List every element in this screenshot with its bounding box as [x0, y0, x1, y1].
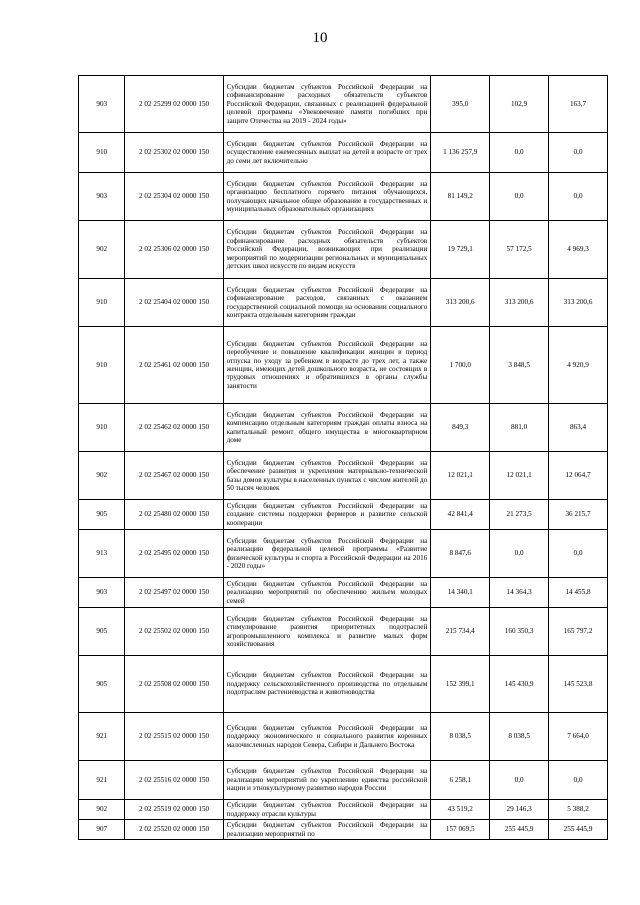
classification-code-cell: 2 02 25461 02 0000 150 [125, 327, 223, 404]
amount-year3-cell: 14 455,8 [549, 578, 608, 608]
table-row [79, 578, 608, 608]
amount-year1-cell: 8 847,6 [431, 530, 490, 578]
amount-year2-cell: 145 430,9 [490, 656, 549, 713]
subsidies-table [78, 75, 608, 840]
table-row [79, 452, 608, 500]
amount-year2-cell: 160 350,3 [490, 608, 549, 656]
classification-code-cell: 2 02 25516 02 0000 150 [125, 761, 223, 800]
amount-year1-cell: 1 700,0 [431, 327, 490, 404]
table-row [79, 133, 608, 173]
budget-code-cell: 913 [79, 530, 125, 578]
classification-code-cell: 2 02 25462 02 0000 150 [125, 404, 223, 452]
amount-year1-cell: 395,0 [431, 76, 490, 133]
description-cell: Субсидии бюджетам субъектов Российской Федерации на организацию бесплатного горячего питания обучающихся, получающих начальное общее образование в государственных и муниципальных образовательных организациях [223, 173, 431, 221]
description-cell: Субсидии бюджетам субъектов Российской Федерации на осуществление ежемесячных выплат на детей в возрасте от трех до семи лет включительно [223, 133, 431, 173]
classification-code-cell: 2 02 25502 02 0000 150 [125, 608, 223, 656]
classification-code-cell: 2 02 25508 02 0000 150 [125, 656, 223, 713]
amount-year3-cell: 4 920,9 [549, 327, 608, 404]
amount-year3-cell: 863,4 [549, 404, 608, 452]
table-row [79, 530, 608, 578]
table-row [79, 173, 608, 221]
budget-code-cell: 921 [79, 713, 125, 761]
table-row [79, 713, 608, 761]
table-row [79, 279, 608, 327]
table-row [79, 800, 608, 820]
budget-code-cell: 905 [79, 656, 125, 713]
amount-year1-cell: 81 149,2 [431, 173, 490, 221]
table-row [79, 656, 608, 713]
amount-year1-cell: 6 258,1 [431, 761, 490, 800]
table-row [79, 500, 608, 530]
amount-year2-cell: 255 445,9 [490, 820, 549, 840]
description-cell: Субсидии бюджетам субъектов Российской Федерации на реализацию федеральной целевой программы «Развитие физической культуры и спорта в Российской Федерации на 2016 - 2020 годы» [223, 530, 431, 578]
description-cell: Субсидии бюджетам субъектов Российской Федерации на софинансирование расходных обязательств субъектов Российской Федерации, возникающих при реализации мероприятий по модернизации региональных и муниципальных детских школ искусств по видам искусств [223, 221, 431, 279]
description-cell: Субсидии бюджетам субъектов Российской Федерации на поддержку отрасли культуры [223, 800, 431, 820]
amount-year2-cell: 313 200,6 [490, 279, 549, 327]
table-row [79, 76, 608, 133]
amount-year3-cell: 0,0 [549, 761, 608, 800]
budget-code-cell: 902 [79, 800, 125, 820]
table-row [79, 327, 608, 404]
amount-year2-cell: 29 146,3 [490, 800, 549, 820]
amount-year1-cell: 43 519,2 [431, 800, 490, 820]
amount-year1-cell: 19 729,1 [431, 221, 490, 279]
budget-code-cell: 902 [79, 221, 125, 279]
budget-code-cell: 903 [79, 578, 125, 608]
classification-code-cell: 2 02 25302 02 0000 150 [125, 133, 223, 173]
description-cell: Субсидии бюджетам субъектов Российской Федерации на обеспечение развития и укрепления материально-технической базы домов культуры в населенных пунктах с числом жителей до 50 тысяч человек [223, 452, 431, 500]
amount-year1-cell: 42 841,4 [431, 500, 490, 530]
amount-year3-cell: 5 388,2 [549, 800, 608, 820]
classification-code-cell: 2 02 25306 02 0000 150 [125, 221, 223, 279]
description-cell: Субсидии бюджетам субъектов Российской Федерации на реализацию мероприятий по укреплению единства российской нации и этнокультурному развитию народов России [223, 761, 431, 800]
classification-code-cell: 2 02 25299 02 0000 150 [125, 76, 223, 133]
amount-year2-cell: 8 038,5 [490, 713, 549, 761]
amount-year1-cell: 14 340,1 [431, 578, 490, 608]
amount-year1-cell: 849,3 [431, 404, 490, 452]
budget-code-cell: 905 [79, 500, 125, 530]
amount-year3-cell: 0,0 [549, 133, 608, 173]
classification-code-cell: 2 02 25515 02 0000 150 [125, 713, 223, 761]
amount-year1-cell: 1 136 257,9 [431, 133, 490, 173]
description-cell: Субсидии бюджетам субъектов Российской Федерации на софинансирование расходов, связанных с оказанием государственной социальной помощи на основании социального контракта отдельным категориям граждан [223, 279, 431, 327]
table-row [79, 608, 608, 656]
amount-year3-cell: 7 664,0 [549, 713, 608, 761]
amount-year3-cell: 313 200,6 [549, 279, 608, 327]
amount-year1-cell: 313 200,6 [431, 279, 490, 327]
table-body [79, 76, 608, 840]
table-row [79, 404, 608, 452]
amount-year3-cell: 0,0 [549, 530, 608, 578]
description-cell: Субсидии бюджетам субъектов Российской Федерации на реализацию мероприятий по [223, 820, 431, 840]
description-cell: Субсидии бюджетам субъектов Российской Федерации на реализацию мероприятий по обеспечению жильем молодых семей [223, 578, 431, 608]
amount-year1-cell: 8 038,5 [431, 713, 490, 761]
amount-year3-cell: 36 215,7 [549, 500, 608, 530]
amount-year2-cell: 12 021,1 [490, 452, 549, 500]
description-cell: Субсидии бюджетам субъектов Российской Федерации на поддержку сельскохозяйственного производства по отдельным подотраслям растениеводства и животноводства [223, 656, 431, 713]
amount-year3-cell: 145 523,8 [549, 656, 608, 713]
amount-year2-cell: 0,0 [490, 173, 549, 221]
classification-code-cell: 2 02 25467 02 0000 150 [125, 452, 223, 500]
table-row [79, 820, 608, 840]
description-cell: Субсидии бюджетам субъектов Российской Федерации на переобучение и повышение квалификации женщин в период отпуска по уходу за ребенком в возрасте до трех лет, а также женщин, имеющих детей дошкольного возраста, не состоящих в трудовых отношениях и обратившихся в органы службы занятости [223, 327, 431, 404]
amount-year3-cell: 165 797,2 [549, 608, 608, 656]
description-cell: Субсидии бюджетам субъектов Российской Федерации на поддержку экономического и социального развития коренных малочисленных народов Севера, Сибири и Дальнего Востока [223, 713, 431, 761]
budget-code-cell: 903 [79, 76, 125, 133]
amount-year3-cell: 0,0 [549, 173, 608, 221]
budget-code-cell: 902 [79, 452, 125, 500]
amount-year3-cell: 12 064,7 [549, 452, 608, 500]
classification-code-cell: 2 02 25497 02 0000 150 [125, 578, 223, 608]
classification-code-cell: 2 02 25480 02 0000 150 [125, 500, 223, 530]
table-row [79, 221, 608, 279]
amount-year3-cell: 4 969,3 [549, 221, 608, 279]
amount-year2-cell: 3 848,5 [490, 327, 549, 404]
description-cell: Субсидии бюджетам субъектов Российской Федерации на стимулирование развития приоритетных подотраслей агропромышленного комплекса и развитие малых форм хозяйствования [223, 608, 431, 656]
amount-year2-cell: 102,9 [490, 76, 549, 133]
description-cell: Субсидии бюджетам субъектов Российской Федерации на софинансирование расходных обязательств субъектов Российской Федерации, связанных с реализацией федеральной целевой программы «Увековечение памяти погибших при защите Отечества на 2019 - 2024 годы» [223, 76, 431, 133]
table-row [79, 761, 608, 800]
budget-code-cell: 903 [79, 173, 125, 221]
budget-code-cell: 921 [79, 761, 125, 800]
amount-year2-cell: 0,0 [490, 761, 549, 800]
budget-code-cell: 910 [79, 404, 125, 452]
classification-code-cell: 2 02 25520 02 0000 150 [125, 820, 223, 840]
description-cell: Субсидии бюджетам субъектов Российской Федерации на компенсацию отдельным категориям граждан оплаты взноса на капитальный ремонт общего имущества в многоквартирном доме [223, 404, 431, 452]
classification-code-cell: 2 02 25519 02 0000 150 [125, 800, 223, 820]
amount-year3-cell: 163,7 [549, 76, 608, 133]
amount-year1-cell: 215 734,4 [431, 608, 490, 656]
amount-year1-cell: 152 399,1 [431, 656, 490, 713]
amount-year2-cell: 14 364,3 [490, 578, 549, 608]
amount-year2-cell: 21 273,5 [490, 500, 549, 530]
classification-code-cell: 2 02 25304 02 0000 150 [125, 173, 223, 221]
amount-year2-cell: 0,0 [490, 133, 549, 173]
classification-code-cell: 2 02 25495 02 0000 150 [125, 530, 223, 578]
page-number: 10 [312, 30, 328, 46]
budget-code-cell: 910 [79, 279, 125, 327]
amount-year3-cell: 255 445,9 [549, 820, 608, 840]
description-cell: Субсидии бюджетам субъектов Российской Федерации на создание системы поддержки фермеров и развитие сельской кооперации [223, 500, 431, 530]
amount-year2-cell: 0,0 [490, 530, 549, 578]
amount-year2-cell: 57 172,5 [490, 221, 549, 279]
budget-code-cell: 910 [79, 133, 125, 173]
amount-year2-cell: 881,0 [490, 404, 549, 452]
budget-code-cell: 905 [79, 608, 125, 656]
budget-code-cell: 910 [79, 327, 125, 404]
amount-year1-cell: 12 021,1 [431, 452, 490, 500]
budget-code-cell: 907 [79, 820, 125, 840]
amount-year1-cell: 157 069,5 [431, 820, 490, 840]
classification-code-cell: 2 02 25404 02 0000 150 [125, 279, 223, 327]
